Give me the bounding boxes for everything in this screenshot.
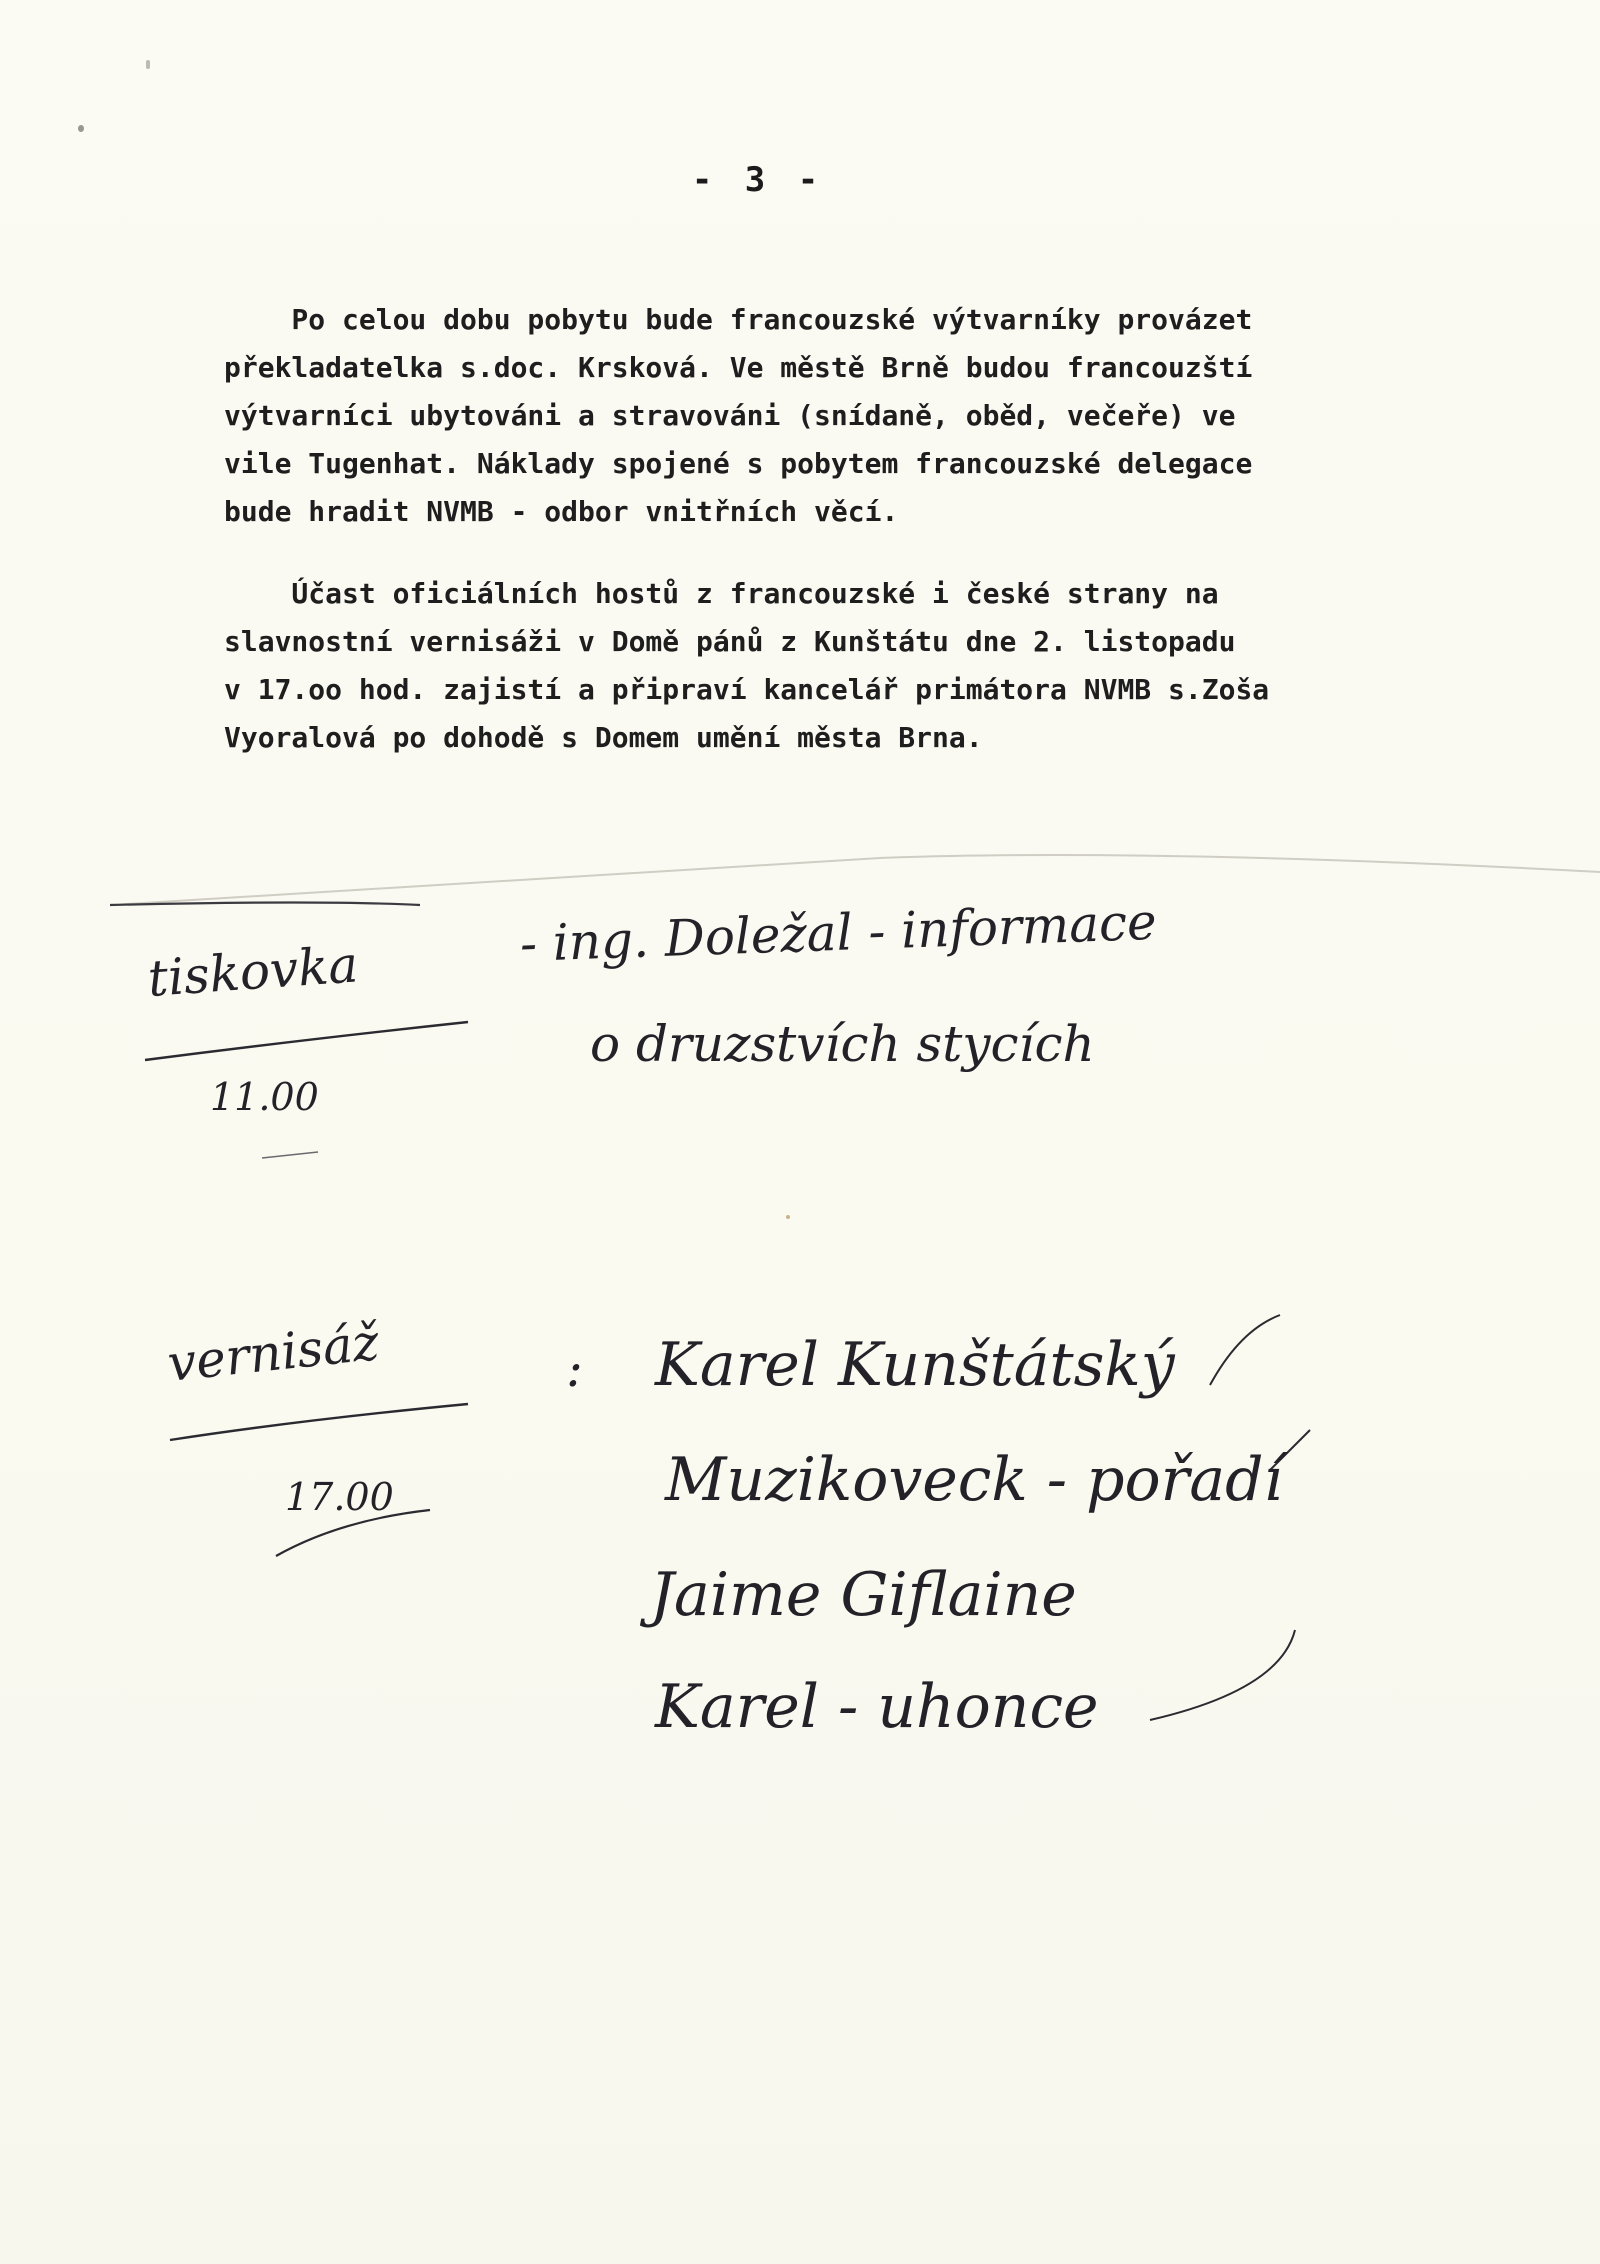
paragraph-line: vile Tugenhat. Náklady spojené s pobytem francouzské delegace bbox=[224, 447, 1253, 480]
note-press-text: o druzstvích stycích bbox=[590, 1015, 1095, 1073]
note-vernissage-time: 17.00 bbox=[285, 1475, 394, 1519]
paragraph-line: Po celou dobu pobytu bude francouzské výtvarníky provázet bbox=[224, 303, 1253, 336]
note-separator: : bbox=[566, 1340, 583, 1398]
paragraph-line: slavnostní vernisáži v Domě pánů z Kunštátu dne 2. listopadu bbox=[224, 625, 1236, 658]
flourish-stroke bbox=[1150, 1630, 1295, 1720]
heading-underline bbox=[145, 1022, 468, 1060]
paragraph-line: Vyoralová po dohodě s Domem umění města Brna. bbox=[224, 721, 983, 754]
paragraph-line: Účast oficiálních hostů z francouzské i české strany na bbox=[224, 577, 1219, 610]
heading-underline bbox=[170, 1404, 468, 1440]
note-press-time: 11.00 bbox=[210, 1075, 319, 1119]
page-number: - 3 - bbox=[691, 160, 825, 200]
paragraph-line: bude hradit NVMB - odbor vnitřních věcí. bbox=[224, 495, 899, 528]
note-guest-line: Muzikoveck - pořadí bbox=[665, 1445, 1283, 1515]
note-guest-line: Jaime Giflaine bbox=[650, 1560, 1077, 1630]
paragraph-line: v 17.oo hod. zajistí a připraví kancelář primátora NVMB s.Zoša bbox=[224, 673, 1270, 706]
note-guest-line: Karel Kunštátský bbox=[655, 1330, 1175, 1400]
note-guest-line: Karel - uhonce bbox=[655, 1672, 1099, 1742]
note-press-text: - ing. Doležal - informace bbox=[518, 892, 1158, 973]
note-press-heading: tiskovka bbox=[145, 935, 361, 1008]
heading-underline bbox=[262, 1152, 318, 1158]
flourish-stroke bbox=[1210, 1315, 1280, 1385]
fold-line bbox=[110, 855, 1600, 905]
paragraph-line: překladatelka s.doc. Krsková. Ve městě Brně budou francouzští bbox=[224, 351, 1253, 384]
paragraph-line: výtvarníci ubytováni a stravováni (snídaně, oběd, večeře) ve bbox=[224, 399, 1236, 432]
note-vernissage-heading: vernisáž bbox=[164, 1313, 382, 1393]
